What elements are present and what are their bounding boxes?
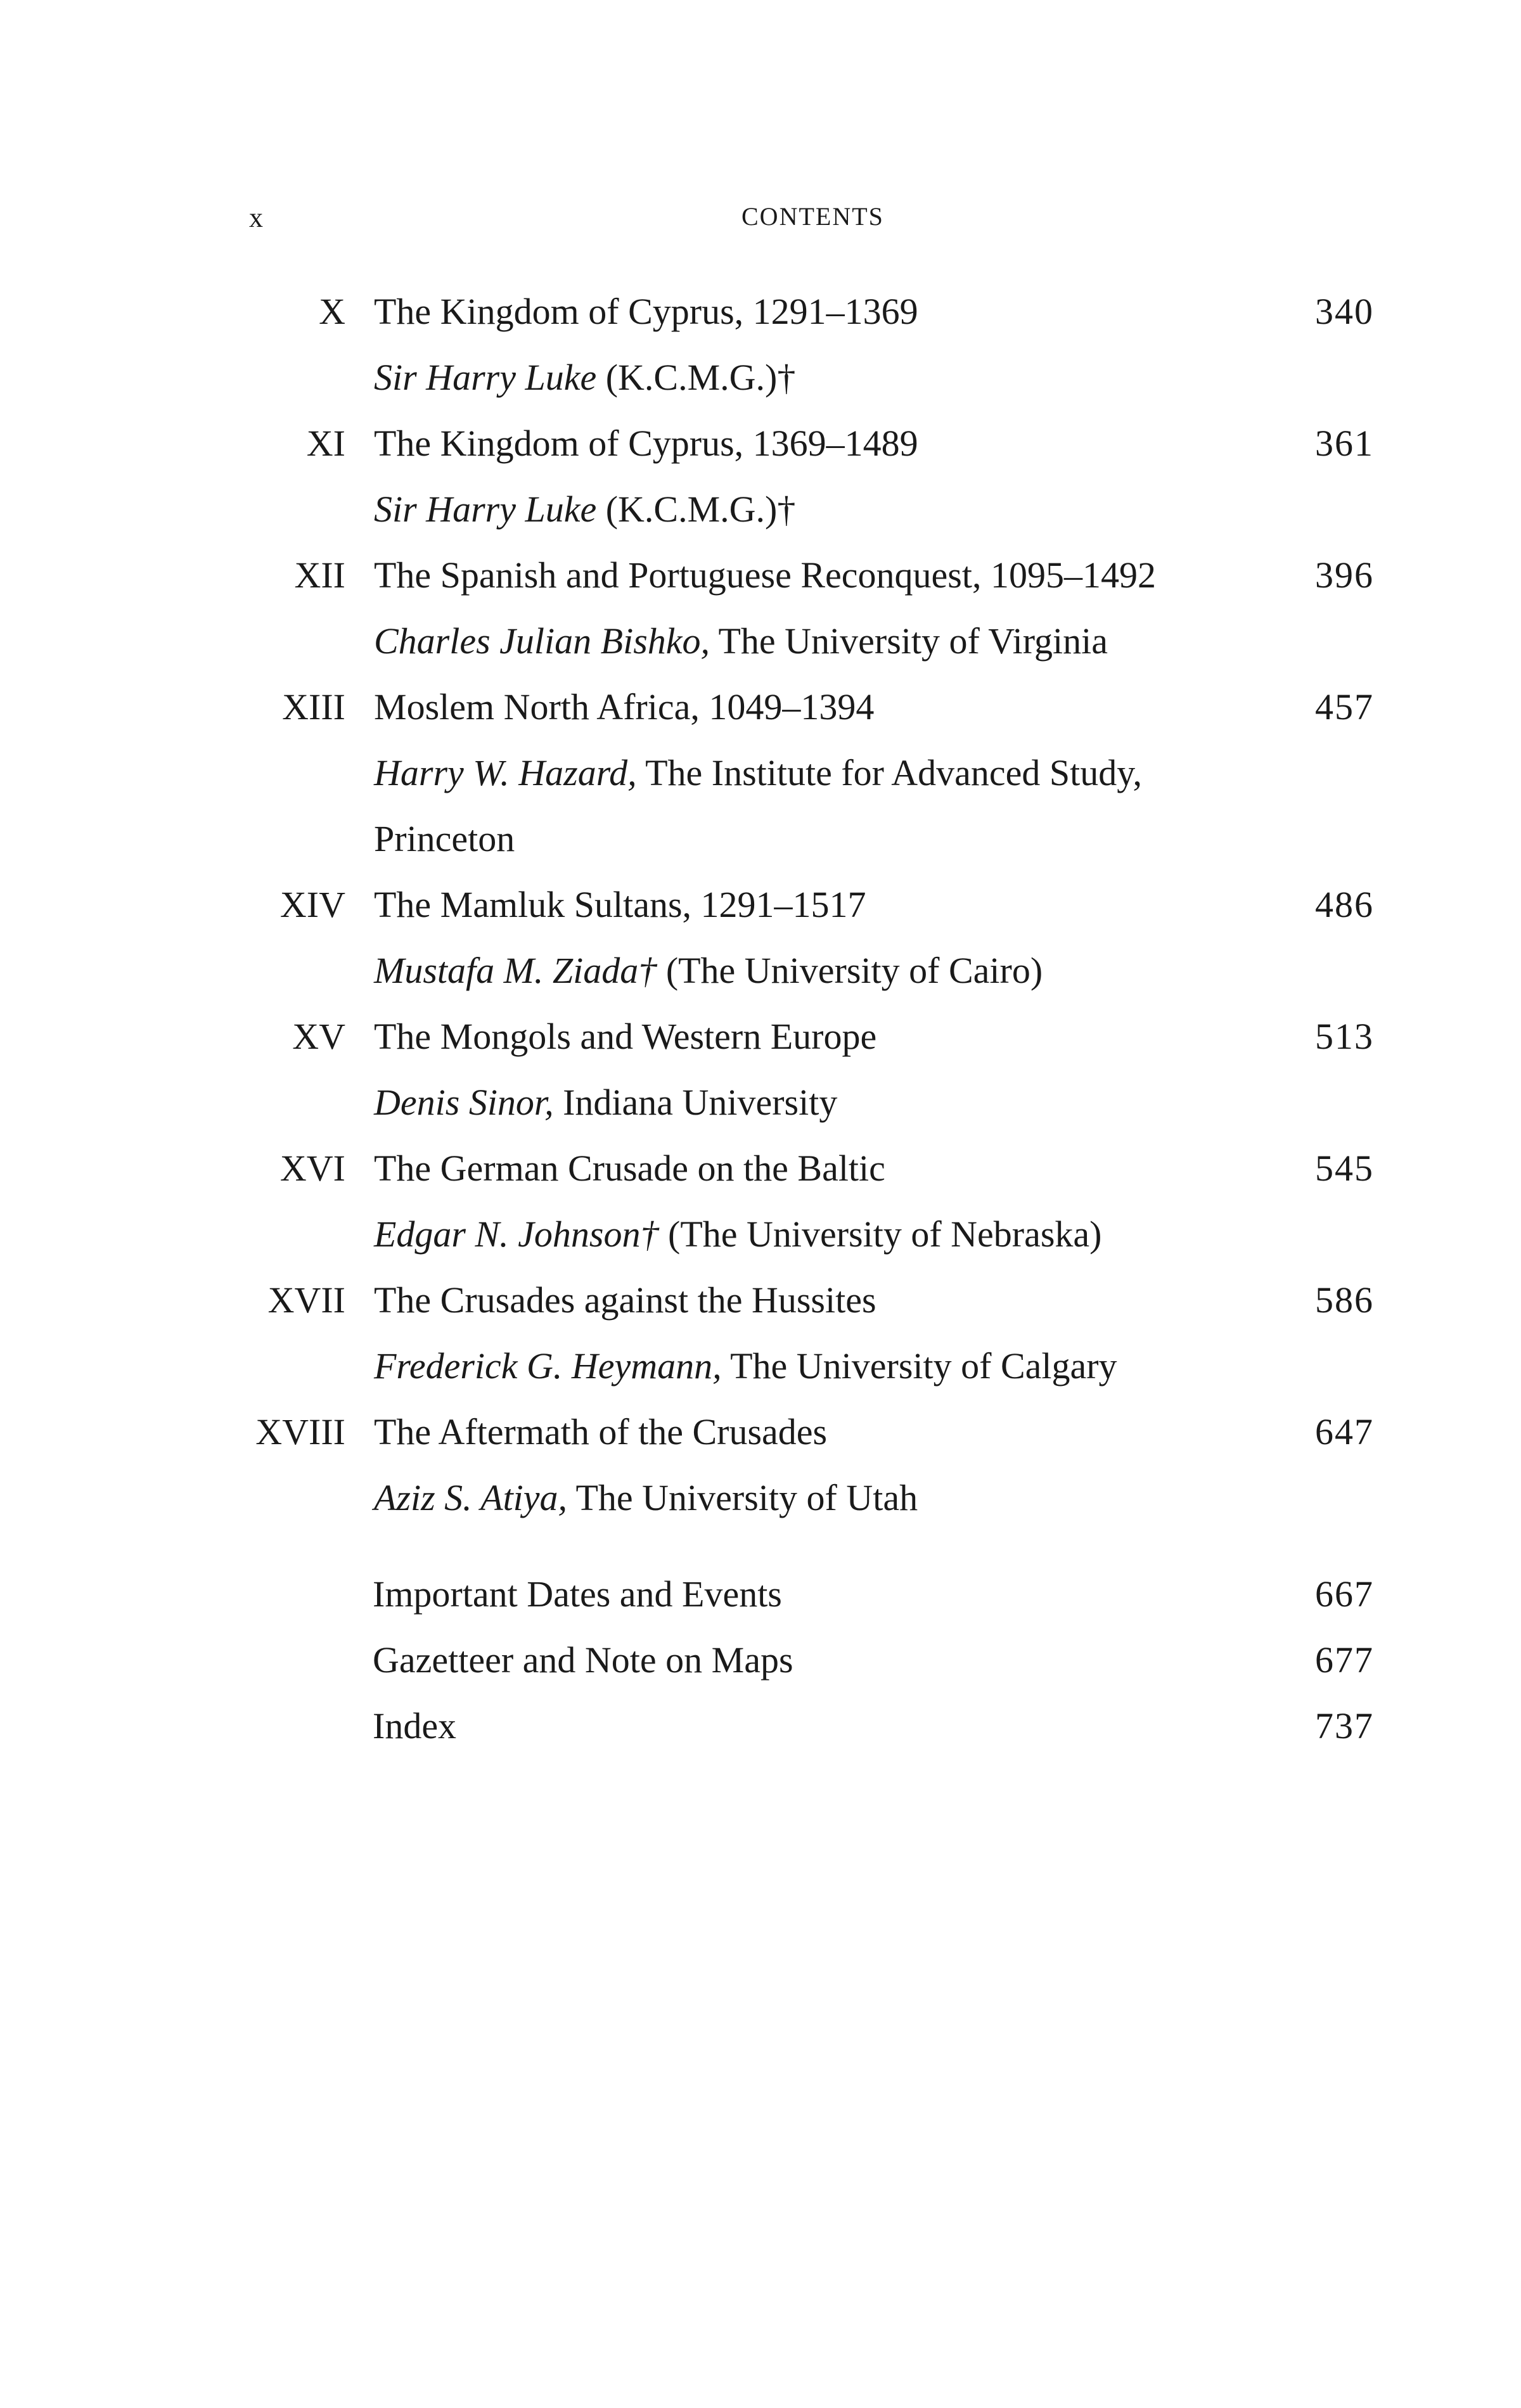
chapter-title: Moslem North Africa, 1049–1394 — [374, 686, 875, 727]
author-name: Mustafa M. Ziada† — [374, 950, 657, 991]
chapter-title: The Kingdom of Cyprus, 1291–1369 — [374, 291, 918, 332]
back-matter-title: Index — [373, 1705, 457, 1746]
chapter-entry[interactable] — [0, 1399, 1521, 1465]
chapter-entry[interactable] — [0, 1136, 1521, 1201]
back-matter-title: Important Dates and Events — [373, 1573, 782, 1615]
chapter-entry[interactable] — [0, 872, 1521, 938]
chapter-numeral: XIII — [282, 686, 345, 727]
chapter-page: 457 — [1315, 686, 1374, 727]
running-head — [0, 202, 1521, 240]
chapter-numeral: XVIII — [255, 1411, 345, 1452]
chapter-page: 396 — [1315, 554, 1374, 596]
chapter-author — [0, 345, 1521, 411]
running-title: CONTENTS — [741, 202, 884, 231]
back-matter-entry[interactable] — [0, 1627, 1521, 1693]
chapter-author — [0, 938, 1521, 1004]
chapter-numeral: XII — [294, 554, 345, 596]
chapter-author — [0, 1333, 1521, 1399]
author-affiliation: (The University of Cairo) — [665, 950, 1043, 991]
chapter-numeral: XIV — [279, 884, 345, 925]
chapter-author — [0, 477, 1521, 542]
chapter-page: 545 — [1315, 1148, 1374, 1189]
chapter-page: 647 — [1315, 1411, 1374, 1452]
chapter-author — [0, 1201, 1521, 1267]
author-name: Sir Harry Luke — [374, 357, 597, 398]
chapter-page: 586 — [1315, 1279, 1374, 1321]
author-affiliation: (K.C.M.G.)† — [605, 357, 796, 398]
chapter-author — [0, 608, 1521, 674]
author-affiliation: (K.C.M.G.)† — [605, 489, 796, 530]
section-spacer — [0, 1531, 1521, 1561]
author-name: Sir Harry Luke — [374, 489, 597, 530]
chapter-author — [0, 740, 1521, 806]
chapter-page: 486 — [1315, 884, 1374, 925]
author-name: Harry W. Hazard, — [374, 752, 637, 793]
chapter-title: The Spanish and Portuguese Reconquest, 1095–1492 — [374, 554, 1156, 596]
chapter-numeral: X — [319, 291, 345, 332]
chapter-entry[interactable] — [0, 1267, 1521, 1333]
author-affiliation-continued: Princeton — [374, 818, 515, 859]
chapter-numeral: XV — [292, 1016, 345, 1057]
chapter-title: The Mamluk Sultans, 1291–1517 — [374, 884, 866, 925]
chapter-entry[interactable] — [0, 1004, 1521, 1070]
author-name: Charles Julian Bishko, — [374, 620, 710, 662]
table-of-contents — [0, 279, 1521, 1759]
chapter-title: The Kingdom of Cyprus, 1369–1489 — [374, 423, 918, 464]
chapter-entry[interactable] — [0, 411, 1521, 477]
author-affiliation: (The University of Nebraska) — [668, 1214, 1102, 1255]
back-matter-page: 667 — [1315, 1573, 1374, 1615]
back-matter-page: 737 — [1315, 1705, 1374, 1746]
chapter-author-continuation — [0, 806, 1521, 872]
author-name: Aziz S. Atiya, — [374, 1477, 568, 1518]
author-name: Frederick G. Heymann, — [374, 1345, 722, 1387]
author-name: Edgar N. Johnson† — [374, 1214, 659, 1255]
back-matter-entry[interactable] — [0, 1693, 1521, 1759]
author-affiliation: The University of Utah — [575, 1477, 918, 1518]
page-number: x — [249, 202, 264, 233]
author-name: Denis Sinor, — [374, 1082, 554, 1123]
chapter-page: 340 — [1315, 291, 1374, 332]
back-matter-page: 677 — [1315, 1639, 1374, 1681]
chapter-entry[interactable] — [0, 542, 1521, 608]
chapter-author — [0, 1465, 1521, 1531]
chapter-title: The German Crusade on the Baltic — [374, 1148, 885, 1189]
chapter-entry[interactable] — [0, 674, 1521, 740]
chapter-numeral: XVI — [279, 1148, 345, 1189]
back-matter-entry[interactable] — [0, 1561, 1521, 1627]
back-matter-title: Gazetteer and Note on Maps — [373, 1639, 793, 1681]
chapter-page: 361 — [1315, 423, 1374, 464]
chapter-title: The Crusades against the Hussites — [374, 1279, 876, 1321]
author-affiliation: Indiana University — [563, 1082, 838, 1123]
chapter-title: The Mongols and Western Europe — [374, 1016, 877, 1057]
chapter-author — [0, 1070, 1521, 1136]
chapter-numeral: XI — [306, 423, 345, 464]
author-affiliation: The Institute for Advanced Study, — [645, 752, 1142, 793]
chapter-entry[interactable] — [0, 279, 1521, 345]
chapter-page: 513 — [1315, 1016, 1374, 1057]
author-affiliation: The University of Calgary — [730, 1345, 1117, 1387]
author-affiliation: The University of Virginia — [718, 620, 1108, 662]
chapter-numeral: XVII — [267, 1279, 345, 1321]
chapter-title: The Aftermath of the Crusades — [374, 1411, 828, 1452]
